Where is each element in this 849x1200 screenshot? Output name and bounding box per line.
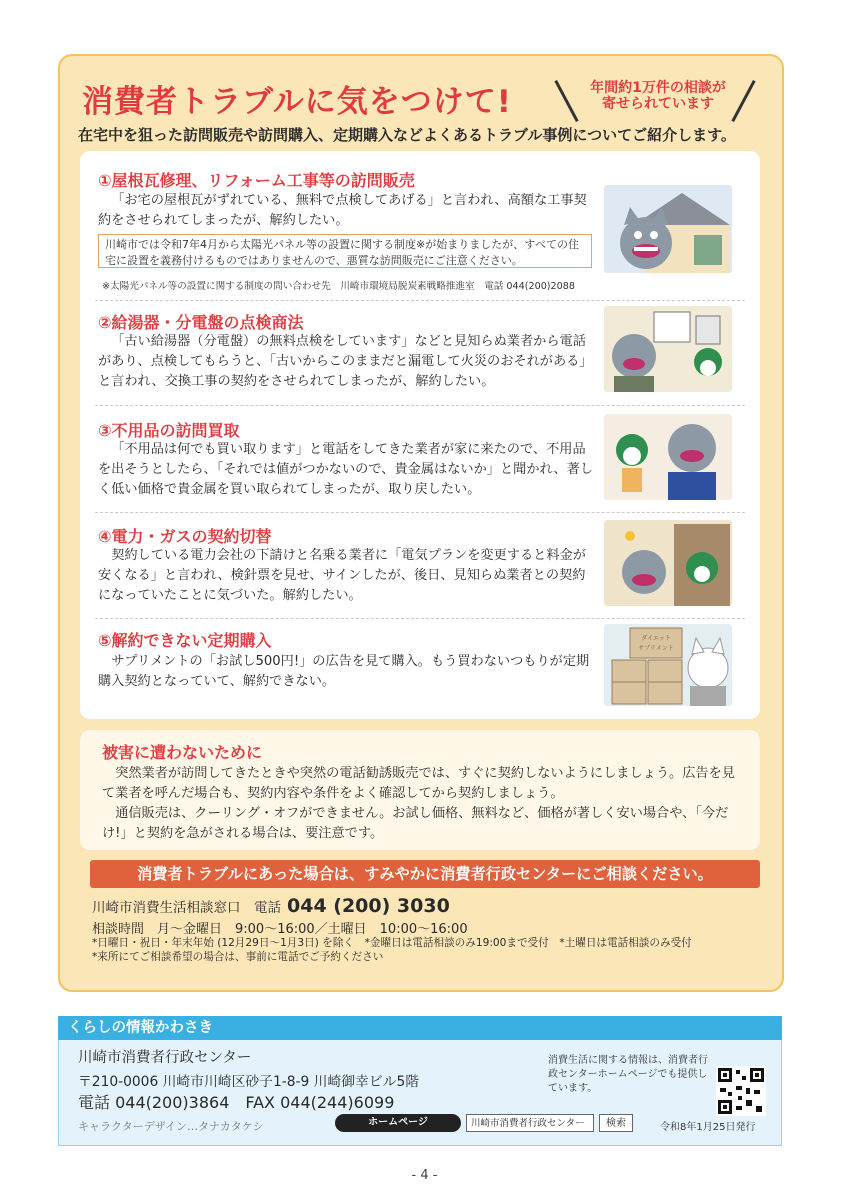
stat-badge: [578, 80, 738, 112]
info-heading: くらしの情報かわさき: [58, 1016, 782, 1040]
box-label-2: サプリメント: [638, 645, 674, 652]
case-4-body: 契約している電力会社の下請けと名乗る業者に「電気プランを変更すると料金が安くなる」と言われ、検針票を見せ、サインしたが、後日、見知らぬ業者との契約になっていたことに気づいた。解約したい。: [98, 548, 586, 603]
consult-hours: 相談時間 月～金曜日 9:00～16:00／土曜日 10:00～16:00: [92, 922, 468, 937]
homepage-tab[interactable]: ホームページ: [335, 1114, 461, 1132]
page-title: 消費者トラブルに気をつけて!: [82, 84, 512, 120]
illustration-buyback: [604, 414, 732, 500]
divider: [95, 618, 745, 619]
illustration-supplement-boxes: [604, 624, 732, 706]
consult-note-2: *来所にてご相談希望の場合は、事前に電話でご予約ください: [92, 951, 384, 963]
case-5-title: ⑤解約できない定期購入: [98, 631, 272, 650]
tips-paragraph-1: 突然業者が訪問してきたときや突然の電話勧誘販売では、すぐに契約しないようにしましょう。広告を見て業者を呼んだ場合も、契約内容や条件をよく確認してから契約しましょう。: [102, 766, 735, 801]
qr-code-icon[interactable]: [716, 1066, 766, 1116]
consult-note-1: *日曜日・祝日・年末年始 (12月29日～1月3日) を除く *金曜日は電話相談のみ19:00まで受付 *土曜日は電話相談のみ受付: [92, 937, 692, 949]
org-name: 川崎市消費者行政センター: [78, 1050, 252, 1066]
page-subtitle: 在宅中を狙った訪問販売や訪問購入、定期購入などよくあるトラブル事例についてご紹介します。: [78, 126, 736, 144]
badge-line-1: 年間約1万件の相談が: [590, 80, 726, 96]
page-number: - 4 -: [411, 1168, 438, 1183]
illustration-roof-cat: [604, 185, 732, 273]
solar-notice-box: 川崎市では令和7年4月から太陽光パネル等の設置に関する制度※が始まりましたが、すべての住宅に設置を義務付けるものではありませんので、悪質な訪問販売にご注意ください。: [98, 234, 592, 268]
search-input[interactable]: 川崎市消費者行政センター: [466, 1114, 594, 1132]
consult-phone[interactable]: 044 (200) 3030: [287, 895, 450, 917]
tips-title: 被害に遭わないために: [102, 743, 263, 762]
case-1-body: 「お宅の屋根瓦がずれている、無料で点検してあげる」と言われ、高額な工事契約をさせられてしまったが、解約したい。: [98, 193, 587, 228]
case-2-body: 「古い給湯器（分電盤）の無料点検をしています」などと見知らぬ業者から電話があり、点検してもらうと、「古いからこのままだと漏電して火災のおそれがある」と言われ、交換工事の契約をさせられてしまったが、解約したい。: [98, 334, 593, 389]
divider: [95, 405, 745, 406]
badge-line-2: 寄せられています: [602, 96, 714, 112]
box-label-1: ダイエット: [641, 635, 671, 642]
publish-date: 令和8年1月25日発行: [660, 1122, 756, 1133]
divider: [95, 300, 745, 301]
consult-banner: 消費者トラブルにあった場合は、すみやかに消費者行政センターにご相談ください。: [90, 860, 760, 888]
case-3-title: ③不用品の訪問買取: [98, 421, 240, 440]
case-1-title: ①屋根瓦修理、リフォーム工事等の訪問販売: [98, 171, 415, 190]
tips-paragraph-2: 通信販売は、クーリング・オフができません。お試し価格、無料など、価格が著しく安い場合や、「今だけ!」と契約を急がされる場合は、要注意です。: [102, 806, 729, 841]
case-5-body: サプリメントの「お試し500円!」の広告を見て購入。もう買わないつもりが定期購入契約となっていて、解約できない。: [98, 654, 590, 689]
consult-desk: [92, 895, 450, 917]
website-note: 消費生活に関する情報は、消費者行政センターホームページでも提供しています。: [548, 1055, 708, 1094]
case-3-body: 「不用品は何でも買い取ります」と電話をしてきた業者が家に来たので、不用品を出そうとしたら、「それでは値がつかないので、貴金属はないか」と聞かれ、著しく低い価格で貴金属を買い取られてしまったが、取り戻したい。: [98, 442, 594, 497]
case-4-title: ④電力・ガスの契約切替: [98, 527, 272, 546]
illustration-inspection: [604, 306, 732, 392]
character-credit: キャラクターデザイン…タナカタケシ: [78, 1120, 264, 1133]
consult-desk-label: 川崎市消費生活相談窓口 電話: [92, 900, 281, 916]
illustration-energy-switch: [604, 520, 732, 606]
search-button[interactable]: 検索: [599, 1114, 633, 1132]
org-tel-fax: 電話 044(200)3864 FAX 044(244)6099: [78, 1093, 395, 1112]
org-address: 〒210-0006 川崎市川崎区砂子1-8-9 川崎御幸ビル5階: [78, 1074, 420, 1090]
solar-footnote: ※太陽光パネル等の設置に関する制度の問い合わせ先 川崎市環境局脱炭素戦略推進室 電話 044(200)2088: [102, 281, 575, 292]
case-2-title: ②給湯器・分電盤の点検商法: [98, 313, 304, 332]
divider: [95, 512, 745, 513]
